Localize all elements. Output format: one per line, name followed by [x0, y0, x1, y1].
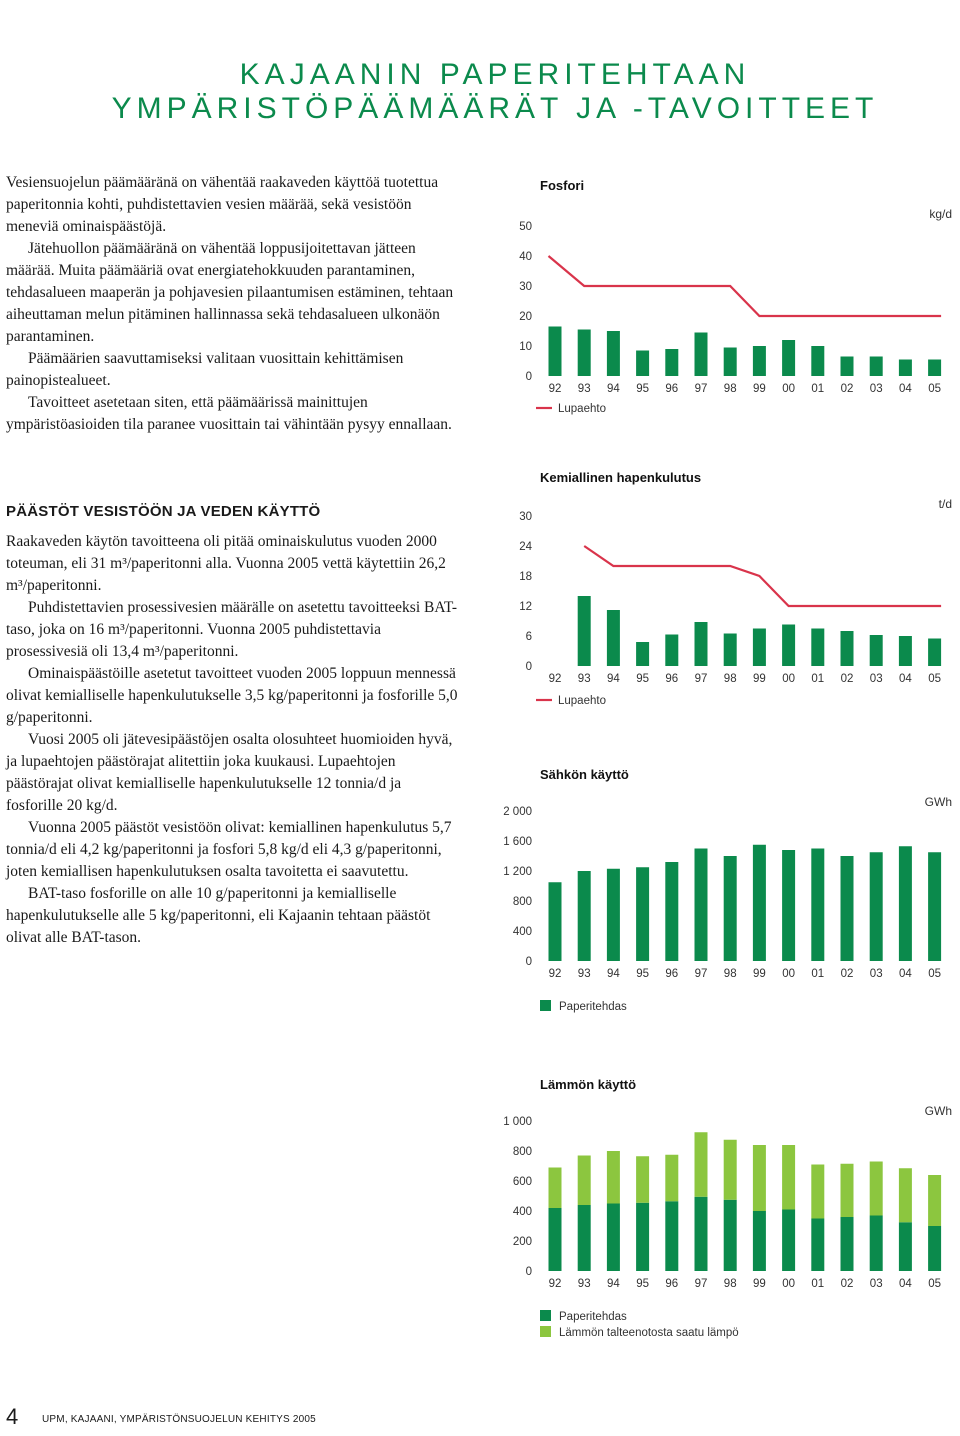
section-paragraph: BAT-taso fosforille on alle 10 g/paperitonni ja kemialliselle hapenkulutukselle alle 5 kg/paperitonni, eli Kajaanin tehtaan päästöt olivat alle BAT-tason. — [6, 885, 431, 946]
x-tick-label: 94 — [607, 1278, 620, 1290]
bar — [753, 845, 766, 961]
x-tick-label: 97 — [694, 1278, 708, 1290]
x-tick-label: 97 — [694, 673, 708, 685]
bar-lammon-talteenotto — [636, 1156, 649, 1203]
page-title — [0, 58, 960, 126]
bar — [753, 629, 766, 667]
x-tick-label: 95 — [636, 1278, 649, 1290]
x-tick-label: 04 — [899, 673, 912, 685]
y-tick-label: 400 — [512, 1206, 532, 1218]
x-tick-label: 03 — [869, 383, 883, 395]
bar-lammon-talteenotto — [811, 1165, 824, 1219]
x-tick-label: 98 — [723, 383, 737, 395]
y-tick-label: 0 — [525, 1266, 532, 1278]
x-tick-label: 03 — [869, 1278, 883, 1290]
x-tick-label: 95 — [636, 968, 649, 980]
y-tick-label: 600 — [512, 1176, 532, 1188]
x-tick-label: 98 — [723, 968, 737, 980]
x-tick-label: 95 — [636, 673, 649, 685]
intro-paragraph: Päämäärien saavuttamiseksi valitaan vuosittain kehittämisen painopistealueet. — [6, 350, 404, 389]
bar-lammon-talteenotto — [928, 1175, 941, 1226]
intro-paragraph: Tavoitteet asetetaan siten, että päämäärissä mainittujen ympäristöasioiden tila paranee vuosittain tai vähintään pysyy ennallaan. — [6, 394, 452, 433]
bar-paperitehdas — [578, 1205, 591, 1271]
x-tick-label: 05 — [928, 383, 941, 395]
section-text — [6, 531, 458, 949]
chart-sahkon-kaytto — [480, 760, 960, 1030]
bar — [782, 625, 795, 667]
legend-label: Paperitehdas — [559, 1311, 627, 1323]
x-tick-label: 00 — [782, 673, 795, 685]
x-tick-label: 01 — [811, 673, 825, 685]
bar — [578, 871, 591, 961]
chart-fosfori-svg — [480, 168, 960, 428]
bar — [811, 629, 824, 667]
bar — [928, 852, 941, 961]
chart-kemiallinen-hapenkulutus-svg — [480, 462, 960, 722]
section-paragraph: Ominaispäästöille asetetut tavoitteet vuoden 2005 loppuun mennessä olivat kemialliselle hapenkulutukselle 3,5 kg/paperitonni ja fosforille 5,0 g/paperitonni. — [6, 665, 458, 726]
bar — [695, 849, 708, 962]
x-tick-label: 00 — [782, 968, 795, 980]
x-tick-label: 92 — [548, 673, 562, 685]
bar-paperitehdas — [899, 1222, 912, 1271]
bar — [549, 882, 562, 961]
legend-swatch — [540, 1000, 551, 1011]
bar — [841, 856, 854, 961]
chart-kemiallinen-hapenkulutus — [480, 462, 960, 727]
bar — [636, 642, 649, 666]
x-tick-label: 92 — [548, 1278, 562, 1290]
x-tick-label: 93 — [577, 968, 591, 980]
y-tick-label: 0 — [525, 661, 532, 673]
legend-label: Lämmön talteenotosta saatu lämpö — [559, 1327, 739, 1339]
bar — [899, 846, 912, 961]
y-tick-label: 30 — [519, 511, 532, 523]
section-paragraph: Puhdistettavien prosessivesien määrälle on asetettu tavoitteeksi BAT-taso, joka on 16 m³/paperitonni. Vuonna 2005 puhdistettavia prosessivesiä oli 13,4 m³/paperitonni. — [6, 599, 458, 660]
y-tick-label: 0 — [525, 956, 532, 968]
bar — [636, 351, 649, 377]
bar — [811, 346, 824, 376]
bar — [665, 862, 678, 961]
intro-paragraph: Jätehuollon päämääränä on vähentää loppusijoitettavan jätteen määrää. Muita päämääriä ovat energiatehokkuuden parantaminen, tehdasalueen maaperän ja pohjavesien pilaantumisen estäminen, tehtaan aiheuttaman melun pitäminen hallinnassa sekä tehdasalueen ulkonäön parantaminen. — [6, 240, 454, 345]
bar — [607, 610, 620, 666]
x-tick-label: 94 — [607, 383, 620, 395]
bar-lammon-talteenotto — [549, 1168, 562, 1209]
bar — [724, 856, 737, 961]
x-tick-label: 97 — [694, 383, 708, 395]
y-tick-label: 800 — [512, 896, 532, 908]
bar — [665, 635, 678, 667]
intro-text — [6, 172, 458, 436]
bar — [870, 357, 883, 377]
chart-title: Lämmön käyttö — [540, 1077, 637, 1092]
section-heading: PÄÄSTÖT VESISTÖÖN JA VEDEN KÄYTTÖ — [6, 503, 321, 520]
x-tick-label: 02 — [840, 968, 854, 980]
bar-paperitehdas — [724, 1200, 737, 1271]
x-tick-label: 94 — [607, 673, 620, 685]
legend-swatch — [540, 1310, 551, 1321]
y-tick-label: 1 600 — [503, 836, 532, 848]
bar-paperitehdas — [695, 1197, 708, 1271]
x-tick-label: 02 — [840, 1278, 854, 1290]
x-tick-label: 96 — [665, 968, 679, 980]
x-tick-label: 98 — [723, 673, 737, 685]
section-paragraph: Vuosi 2005 oli jätevesipäästöjen osalta olosuhteet huomioiden hyvä, ja lupaehtojen päästörajat alitettiin joka kuukausi. Lupaehtojen päästörajat olivat kemialliselle hapenkulutukselle 12 tonnia/d ja fosforille 20 kg/d. — [6, 731, 453, 814]
bar-lammon-talteenotto — [841, 1164, 854, 1217]
limit-line — [549, 256, 942, 316]
chart-unit-label: GWh — [924, 1104, 952, 1118]
x-tick-label: 98 — [723, 1278, 737, 1290]
bar-paperitehdas — [636, 1203, 649, 1271]
bar-lammon-talteenotto — [578, 1156, 591, 1206]
chart-lammon-kaytto-svg — [480, 1070, 960, 1350]
bar-lammon-talteenotto — [724, 1140, 737, 1200]
bar — [578, 596, 591, 666]
x-tick-label: 02 — [840, 673, 854, 685]
bar — [724, 634, 737, 667]
chart-title: Fosfori — [540, 178, 585, 193]
bar-paperitehdas — [753, 1211, 766, 1271]
bar — [841, 357, 854, 377]
y-tick-label: 1 000 — [503, 1116, 532, 1128]
bar-paperitehdas — [665, 1201, 678, 1271]
x-tick-label: 93 — [577, 383, 591, 395]
x-tick-label: 95 — [636, 383, 649, 395]
page-title-line2: YMPÄRISTÖPÄÄMÄÄRÄT JA -TAVOITTEET — [111, 92, 879, 125]
bar — [928, 639, 941, 667]
bar — [636, 867, 649, 961]
x-tick-label: 01 — [811, 383, 825, 395]
chart-unit-label: kg/d — [929, 207, 952, 221]
x-tick-label: 93 — [577, 1278, 591, 1290]
x-tick-label: 92 — [548, 383, 562, 395]
bar-paperitehdas — [607, 1204, 620, 1272]
bar-lammon-talteenotto — [665, 1155, 678, 1202]
bar-lammon-talteenotto — [899, 1168, 912, 1222]
intro-paragraph: Vesiensuojelun päämääränä on vähentää raakaveden käyttöä tuotettua paperitonnia kohti, puhdistettavien vesien määrää, sekä vesistöön meneviä ominaispäästöjä. — [6, 174, 439, 235]
bar — [811, 849, 824, 962]
x-tick-label: 99 — [753, 968, 766, 980]
x-tick-label: 96 — [665, 1278, 679, 1290]
legend-label: Lupaehto — [558, 695, 606, 707]
bar-lammon-talteenotto — [753, 1145, 766, 1211]
x-tick-label: 00 — [782, 1278, 795, 1290]
page-number: 4 — [6, 1404, 19, 1429]
bar — [695, 333, 708, 377]
y-tick-label: 1 200 — [503, 866, 532, 878]
bar-lammon-talteenotto — [607, 1151, 620, 1204]
bar — [549, 327, 562, 377]
x-tick-label: 02 — [840, 383, 854, 395]
bar-paperitehdas — [549, 1208, 562, 1271]
chart-sahkon-kaytto-svg — [480, 760, 960, 1025]
section-paragraph: Raakaveden käytön tavoitteena oli pitää ominaiskulutus vuoden 2000 toteuman, eli 31 m³/paperitonni alla. Vuonna 2005 vettä käytettiin 26,2 m³/paperitonni. — [6, 533, 446, 594]
y-tick-label: 800 — [512, 1146, 532, 1158]
y-tick-label: 24 — [519, 541, 532, 553]
footer-text: UPM, KAJAANI, YMPÄRISTÖNSUOJELUN KEHITYS 2005 — [42, 1414, 316, 1425]
bar-paperitehdas — [928, 1226, 941, 1271]
y-tick-label: 0 — [525, 371, 532, 383]
bar — [665, 349, 678, 376]
x-tick-label: 96 — [665, 673, 679, 685]
limit-line — [584, 546, 941, 606]
x-tick-label: 00 — [782, 383, 795, 395]
bar — [578, 330, 591, 377]
chart-title: Kemiallinen hapenkulutus — [540, 470, 702, 485]
bar-paperitehdas — [870, 1216, 883, 1272]
y-tick-label: 200 — [512, 1236, 532, 1248]
x-tick-label: 05 — [928, 968, 941, 980]
bar — [724, 348, 737, 377]
x-tick-label: 99 — [753, 1278, 766, 1290]
x-tick-label: 05 — [928, 1278, 941, 1290]
legend-label: Lupaehto — [558, 403, 606, 415]
x-tick-label: 92 — [548, 968, 562, 980]
bar-lammon-talteenotto — [695, 1132, 708, 1197]
page-title-line1: KAJAANIN PAPERITEHTAAN — [239, 58, 751, 91]
bar — [899, 636, 912, 666]
bar — [753, 346, 766, 376]
x-tick-label: 01 — [811, 968, 825, 980]
bar — [870, 635, 883, 666]
x-tick-label: 01 — [811, 1278, 825, 1290]
bar — [928, 360, 941, 377]
chart-unit-label: t/d — [938, 497, 952, 511]
bar-paperitehdas — [811, 1219, 824, 1272]
bar-paperitehdas — [782, 1210, 795, 1272]
y-tick-label: 40 — [519, 251, 532, 263]
x-tick-label: 99 — [753, 383, 766, 395]
y-tick-label: 12 — [519, 601, 532, 613]
bar-paperitehdas — [841, 1217, 854, 1271]
bar — [782, 340, 795, 376]
x-tick-label: 97 — [694, 968, 708, 980]
x-tick-label: 93 — [577, 673, 591, 685]
bar — [899, 360, 912, 377]
y-tick-label: 20 — [519, 311, 532, 323]
bar — [695, 622, 708, 666]
y-tick-label: 50 — [519, 221, 532, 233]
section-paragraph: Vuonna 2005 päästöt vesistöön olivat: kemiallinen hapenkulutus 5,7 tonnia/d eli 4,2 kg/paperitonni ja fosfori 5,8 kg/d eli 4,3 g/paperitonni, joten kemiallisen hapenkulutuksen osalta tavoitetta ei saavutettu. — [6, 819, 452, 880]
y-tick-label: 30 — [519, 281, 532, 293]
x-tick-label: 04 — [899, 1278, 912, 1290]
bar — [607, 331, 620, 376]
x-tick-label: 03 — [869, 968, 883, 980]
bar — [870, 852, 883, 961]
bar — [841, 631, 854, 666]
bar — [607, 869, 620, 961]
y-tick-label: 2 000 — [503, 806, 532, 818]
y-tick-label: 400 — [512, 926, 532, 938]
x-tick-label: 99 — [753, 673, 766, 685]
bar-lammon-talteenotto — [782, 1145, 795, 1210]
y-tick-label: 18 — [519, 571, 532, 583]
x-tick-label: 05 — [928, 673, 941, 685]
chart-unit-label: GWh — [924, 795, 952, 809]
x-tick-label: 03 — [869, 673, 883, 685]
x-tick-label: 04 — [899, 383, 912, 395]
x-tick-label: 96 — [665, 383, 679, 395]
chart-lammon-kaytto — [480, 1070, 960, 1355]
legend-swatch — [540, 1326, 551, 1337]
legend-label: Paperitehdas — [559, 1001, 627, 1013]
y-tick-label: 10 — [519, 341, 532, 353]
x-tick-label: 04 — [899, 968, 912, 980]
x-tick-label: 94 — [607, 968, 620, 980]
bar-lammon-talteenotto — [870, 1162, 883, 1216]
y-tick-label: 6 — [525, 631, 532, 643]
chart-title: Sähkön käyttö — [540, 767, 629, 782]
bar — [782, 850, 795, 961]
chart-fosfori — [480, 168, 960, 433]
